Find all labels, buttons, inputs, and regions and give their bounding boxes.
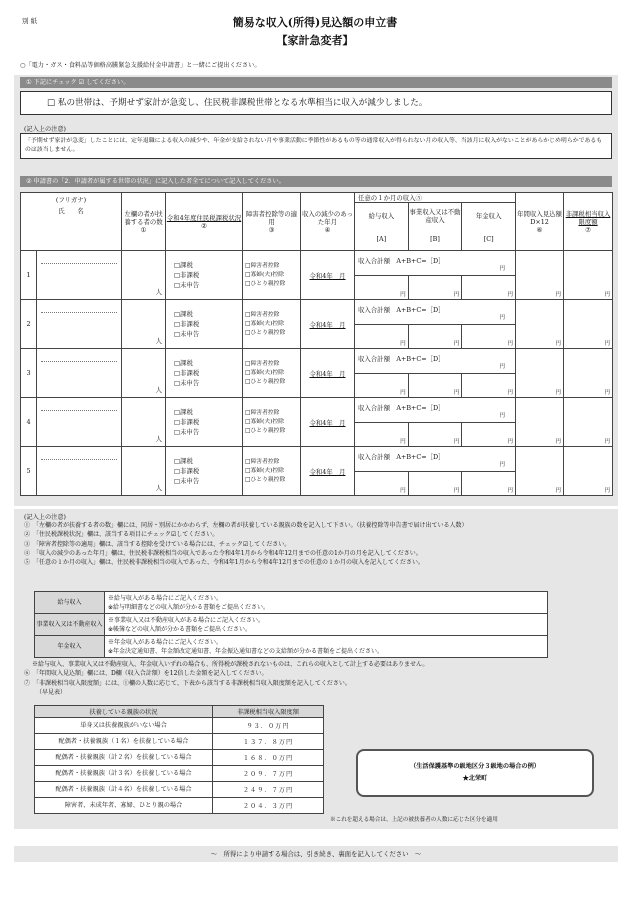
submission-note: ○「電力・ガス・食料品等価格高騰緊急支援給付金申請書」と一緒にご提出ください。: [20, 62, 261, 69]
pension-label: 年金収入: [475, 211, 502, 220]
income-type-row: [35, 636, 548, 658]
income-type-row: [35, 614, 548, 636]
household-member-row: [21, 398, 613, 447]
note-item: ⑦ 「非課税相当収入限度額」には、①欄の人数に応じて、下表から該当する非課税相当収入限度額を記入してください。: [24, 679, 351, 687]
deduction-cell[interactable]: [243, 251, 301, 300]
pension-field[interactable]: [462, 423, 515, 446]
household-member-row: [21, 300, 613, 349]
dependents-header: [122, 193, 166, 251]
yen-unit: 円: [499, 363, 506, 370]
quick-status: 配偶者・扶養親族（１名）を扶養している場合: [35, 734, 213, 750]
yen-unit: 円: [400, 389, 406, 396]
monthly-income-cell: [355, 300, 516, 349]
household-member-row: [21, 251, 613, 300]
household-check-statement[interactable]: □ 私の世帯は、予期せず家計が急変し、住民税非課税世帯となる水準相当に収入が減少しました。: [20, 91, 612, 115]
salary-field[interactable]: [355, 472, 409, 495]
tax-taxable-checkbox[interactable]: □課税: [174, 359, 193, 367]
business-field[interactable]: [409, 276, 463, 299]
deduction-header: [243, 193, 301, 251]
tax-status-cell[interactable]: [166, 447, 243, 496]
yen-unit: 円: [604, 292, 611, 298]
monthly-income-header: [355, 193, 516, 251]
disability-deduction-checkbox[interactable]: □障害者控除: [245, 311, 280, 318]
income-total-field[interactable]: [355, 399, 515, 423]
annual-label: 年間収入見込額: [517, 209, 562, 218]
pension-col-head: [462, 203, 515, 250]
salary-col-head: [355, 203, 409, 250]
monthly-income-label: 任意の１か月の収入⑤: [355, 193, 515, 203]
tax-nontaxable-checkbox[interactable]: □非課税: [174, 271, 200, 279]
col-num-4: ④: [324, 225, 331, 234]
single-parent-deduction-checkbox[interactable]: □ひとり親控除: [245, 476, 286, 483]
income-type-row: [35, 592, 548, 614]
yen-unit: 円: [453, 389, 460, 396]
furigana-field[interactable]: [41, 349, 117, 362]
income-drop-month-cell[interactable]: [301, 349, 355, 398]
row-number: 1: [21, 251, 37, 300]
notes-list: [24, 521, 612, 567]
business-col-head: [409, 203, 463, 250]
tax-status-cell[interactable]: [166, 300, 243, 349]
col-num-1: ①: [140, 225, 147, 234]
member-name-cell[interactable]: [37, 447, 122, 496]
quick-limit: ９３．０万円: [213, 718, 324, 734]
yen-unit: 円: [555, 488, 562, 494]
quick-side-note: ※これを超える場合は、上記の被扶養者の人数に応じた区分を適用: [330, 817, 498, 823]
note-item: ④ 「収入の減少のあった年月」欄は、住民税非課税相当の収入であった令和4年1月から令和4年12月までの任意の1か月の月を記入してください。: [24, 549, 422, 557]
yen-unit: 円: [555, 292, 562, 298]
area-example-box: [356, 749, 594, 797]
income-drop-month-cell[interactable]: [301, 251, 355, 300]
quick-limit: １３７．８万円: [213, 734, 324, 750]
tax-unfiled-checkbox[interactable]: □未申告: [174, 330, 200, 338]
income-total-field[interactable]: [355, 252, 515, 276]
tax-status-cell[interactable]: [166, 251, 243, 300]
note-item: ② 「住民税課税状況」欄は、該当する項目にチェック☑してください。: [24, 531, 219, 539]
quick-limit: ２０４．３万円: [213, 798, 324, 814]
person-unit: 人: [155, 288, 163, 296]
quick-status: 単身又は扶養親族がいない場合: [35, 718, 213, 734]
income-type-text: ※事業収入又は不動産収入がある場合にご記入ください。 ※帳簿などの収入額が分かる書類をご提出ください。: [105, 614, 548, 636]
form-subtitle: 【家計急変者】: [276, 34, 354, 47]
single-parent-deduction-checkbox[interactable]: □ひとり親控除: [245, 280, 286, 287]
monthly-income-cell: [355, 349, 516, 398]
note-item: ⑤ 「任意の１か月の収入」欄は、住民税非課税相当の収入であった、令和4年1月から令和4年12月までの任意の１か月の収入を記入してください。: [24, 559, 425, 567]
tax-status-cell[interactable]: [166, 398, 243, 447]
area-example-line2: ★北栄町: [462, 775, 488, 782]
note-item: ① 「左欄の者が扶養する者の数」欄には、同居・別居にかかわらず、左欄の者が扶養している親族の数を記入して下さい。（扶養控除等申告書で届け出ている人数）: [24, 522, 468, 529]
quick-limit: ２４９．７万円: [213, 782, 324, 798]
annual-income-field[interactable]: [516, 398, 564, 447]
month-field: 令和4年 月: [309, 418, 346, 427]
yen-unit: 円: [400, 487, 406, 494]
quick-limit: １６８．０万円: [213, 750, 324, 766]
limit-field[interactable]: [564, 251, 613, 300]
pension-field[interactable]: [462, 472, 515, 495]
yen-unit: 円: [555, 439, 562, 445]
yen-unit: 円: [604, 439, 611, 445]
yen-unit: 円: [453, 438, 460, 445]
tax-taxable-checkbox[interactable]: □課税: [174, 457, 193, 465]
annual-income-field[interactable]: [516, 300, 564, 349]
dependents-label: 左欄の者が扶養する者の数: [124, 209, 163, 226]
section2-bar: ② 申請書の「2．申請者が属する世帯の状況」に記入した者全てについて記入してください。: [20, 176, 612, 187]
quick-head-limit: 非課税相当収入限度額: [213, 706, 324, 718]
income-total-label: 収入合計額 A+B+C=［D］: [358, 354, 445, 363]
section1-note-title: (記入上の注意): [24, 126, 66, 133]
month-field: 令和4年 月: [309, 271, 346, 280]
limit-field[interactable]: [564, 447, 613, 496]
tax-nontaxable-checkbox[interactable]: □非課税: [174, 418, 200, 426]
month-header: [301, 193, 355, 251]
yen-unit: 円: [400, 340, 406, 347]
business-field[interactable]: [409, 472, 463, 495]
deduction-cell[interactable]: [243, 349, 301, 398]
income-type-label: 給与収入: [35, 592, 105, 614]
yen-unit: 円: [453, 487, 460, 494]
name-header: [21, 193, 122, 251]
form-title: 簡易な収入(所得)見込額の申立書: [232, 16, 398, 29]
income-total-field[interactable]: [355, 301, 515, 325]
yen-unit: 円: [400, 291, 406, 298]
attachment-label: 別 紙: [22, 17, 38, 25]
col-a: [A]: [376, 234, 387, 243]
widow-deduction-checkbox[interactable]: □寡婦(夫)控除: [245, 271, 285, 278]
pension-field[interactable]: [462, 276, 515, 299]
household-member-row: [21, 447, 613, 496]
dependents-cell[interactable]: [122, 349, 166, 398]
quick-limit: ２０９．７万円: [213, 766, 324, 782]
income-types-table: [34, 591, 548, 658]
deduction-cell[interactable]: [243, 398, 301, 447]
col-num-7: ⑦: [585, 225, 591, 234]
member-name-cell[interactable]: [37, 251, 122, 300]
annual-income-field[interactable]: [516, 251, 564, 300]
tax-taxable-checkbox[interactable]: □課税: [174, 310, 193, 318]
business-label: 事業収入又は不動産収入: [409, 208, 461, 224]
limit-label: 非課税相当収入限度額: [565, 209, 611, 226]
salary-field[interactable]: [355, 325, 409, 348]
furigana-field[interactable]: [41, 300, 117, 313]
quick-table-row: [35, 718, 324, 734]
quick-status: 配偶者・扶養親族（計４名）を扶養している場合: [35, 782, 213, 798]
business-field[interactable]: [409, 374, 463, 397]
income-total-field[interactable]: [355, 350, 515, 374]
yen-unit: 円: [555, 390, 562, 396]
yen-unit: 円: [507, 389, 514, 396]
section1-note-body: 「予期せず家計が急変」したことには、定年退職による収入の減少や、年金が支給されない月や事業活動に季節性があるもの等の通常収入が得られない月の収入等、当該月に収入がないことがあらかじめ明らかであるものは該当しません。: [20, 133, 612, 159]
name-label: 氏 名: [58, 207, 84, 215]
quick-head-status: 扶養している親族の状況: [35, 706, 213, 718]
person-unit: 人: [155, 386, 163, 394]
income-total-label: 収入合計額 A+B+C=［D］: [358, 452, 445, 461]
section1-bar: ① 下記にチェック ☑ してください。: [20, 77, 612, 88]
tax-unfiled-checkbox[interactable]: □未申告: [174, 477, 200, 485]
quick-table-row: [35, 766, 324, 782]
income-total-label: 収入合計額 A+B+C=［D］: [358, 256, 445, 265]
dependents-cell[interactable]: [122, 447, 166, 496]
quick-status: 障害者、未成年者、寡婦、ひとり親の場合: [35, 798, 213, 814]
yen-unit: 円: [507, 438, 514, 445]
tax-unfiled-checkbox[interactable]: □未申告: [174, 281, 200, 289]
note-item: ⑥ 「年間収入見込額」欄には、D欄（収入合計額）を12倍した金額を記入してください。: [24, 670, 268, 678]
row-number: 2: [21, 300, 37, 349]
dependents-cell[interactable]: [122, 251, 166, 300]
tax-nontaxable-checkbox[interactable]: □非課税: [174, 320, 200, 328]
disability-deduction-checkbox[interactable]: □障害者控除: [245, 458, 280, 465]
annual-sub-label: D×12: [530, 217, 549, 226]
business-field[interactable]: [409, 325, 463, 348]
yen-unit: 円: [507, 291, 514, 298]
deduction-cell[interactable]: [243, 447, 301, 496]
month-field: 令和4年 月: [309, 369, 346, 378]
yen-unit: 円: [507, 340, 514, 347]
furigana-field[interactable]: [41, 398, 117, 411]
dependents-cell[interactable]: [122, 300, 166, 349]
salary-field[interactable]: [355, 374, 409, 397]
income-drop-month-cell[interactable]: [301, 300, 355, 349]
tax-taxable-checkbox[interactable]: □課税: [174, 408, 193, 416]
single-parent-deduction-checkbox[interactable]: □ひとり親控除: [245, 329, 286, 336]
furigana-label: (フリガナ): [55, 196, 87, 204]
income-total-label: 収入合計額 A+B+C=［D］: [358, 305, 445, 314]
member-name-cell[interactable]: [37, 398, 122, 447]
income-drop-month-cell[interactable]: [301, 398, 355, 447]
yen-unit: 円: [499, 314, 506, 321]
pension-field[interactable]: [462, 374, 515, 397]
yen-unit: 円: [499, 412, 506, 419]
quick-table-row: [35, 798, 324, 814]
annual-income-field[interactable]: [516, 349, 564, 398]
tax-status-label: 令和4年度住民税課税状況: [166, 213, 242, 222]
single-parent-deduction-checkbox[interactable]: □ひとり親控除: [245, 427, 286, 434]
row-number: 4: [21, 398, 37, 447]
member-name-cell[interactable]: [37, 300, 122, 349]
month-label: 収入の減少のあった年月: [301, 209, 354, 226]
business-field[interactable]: [409, 423, 463, 446]
income-total-field[interactable]: [355, 448, 515, 472]
annual-header: [516, 193, 564, 251]
tax-status-cell[interactable]: [166, 349, 243, 398]
quick-table-row: [35, 782, 324, 798]
monthly-income-cell: [355, 251, 516, 300]
month-field: 令和4年 月: [309, 320, 346, 329]
income-type-text: ※給与収入がある場合にご記入ください。 ※給与明細書などの収入額が分かる書類をご提出ください。: [105, 592, 548, 614]
salary-field[interactable]: [355, 276, 409, 299]
yen-unit: 円: [499, 265, 506, 272]
yen-unit: 円: [507, 487, 514, 494]
quick-reference-table: [34, 705, 324, 814]
tax-unfiled-checkbox[interactable]: □未申告: [174, 379, 200, 387]
month-field: 令和4年 月: [309, 467, 346, 476]
household-income-table: [20, 192, 613, 496]
furigana-field[interactable]: [41, 251, 117, 264]
income-total-label: 収入合計額 A+B+C=［D］: [358, 403, 445, 412]
furigana-field[interactable]: [41, 447, 117, 460]
tax-nontaxable-checkbox[interactable]: □非課税: [174, 369, 200, 377]
row-number: 3: [21, 349, 37, 398]
disability-deduction-checkbox[interactable]: □障害者控除: [245, 262, 280, 269]
yen-unit: 円: [555, 341, 562, 347]
col-num-6: ⑥: [536, 225, 543, 234]
disability-deduction-checkbox[interactable]: □障害者控除: [245, 409, 280, 416]
tax-nontaxable-checkbox[interactable]: □非課税: [174, 467, 200, 475]
income-drop-month-cell[interactable]: [301, 447, 355, 496]
quick-table-row: [35, 750, 324, 766]
tax-status-header: [166, 193, 243, 251]
note-item: ③ 「障害者控除等の適用」欄は、該当する控除を受けている場合には、チェック☑してください。: [24, 540, 291, 548]
col-num-2: ②: [201, 221, 207, 230]
deduction-label: 障害者控除等の適用: [245, 209, 298, 226]
monthly-income-cell: [355, 398, 516, 447]
quick-status: 配偶者・扶養親族（計２名）を扶養している場合: [35, 750, 213, 766]
yen-unit: 円: [400, 438, 406, 445]
area-example-line1: （生活保護基準の級地区分３級地の場合の例）: [410, 763, 540, 770]
person-unit: 人: [155, 484, 163, 492]
note-item: （早見表）: [36, 688, 67, 696]
quick-table-row: [35, 734, 324, 750]
widow-deduction-checkbox[interactable]: □寡婦(夫)控除: [245, 467, 285, 474]
household-member-row: [21, 349, 613, 398]
annual-income-field[interactable]: [516, 447, 564, 496]
notes-title: (記入上の注意): [24, 514, 66, 521]
income-type-text: ※年金収入がある場合にご記入ください。 ※年金決定通知書、年金額改定通知書、年金振込通知書などの支給額が分かる書類をご提出ください。: [105, 636, 548, 658]
yen-unit: 円: [604, 390, 611, 396]
limit-header: [564, 193, 613, 251]
income-type-label: 年金収入: [35, 636, 105, 658]
income-type-label: 事業収入又は不動産収入: [35, 614, 105, 636]
col-c: [C]: [483, 234, 494, 243]
yen-unit: 円: [604, 488, 611, 494]
yen-unit: 円: [604, 341, 611, 347]
widow-deduction-checkbox[interactable]: □寡婦(夫)控除: [245, 369, 285, 376]
deduction-cell[interactable]: [243, 300, 301, 349]
monthly-income-cell: [355, 447, 516, 496]
yen-unit: 円: [453, 291, 460, 298]
dependents-cell[interactable]: [122, 398, 166, 447]
limit-field[interactable]: [564, 398, 613, 447]
limit-field[interactable]: [564, 300, 613, 349]
salary-field[interactable]: [355, 423, 409, 446]
pension-field[interactable]: [462, 325, 515, 348]
limit-field[interactable]: [564, 349, 613, 398]
col-num-3: ③: [268, 225, 275, 234]
row-number: 5: [21, 447, 37, 496]
salary-label: 給与収入: [368, 211, 395, 220]
footer-note: ～ 所得により申請する場合は、引き続き、裏面を記入してください ～: [14, 846, 618, 862]
notes-after-list: [24, 660, 612, 697]
quick-status: 配偶者・扶養親族（計３名）を扶養している場合: [35, 766, 213, 782]
widow-deduction-checkbox[interactable]: □寡婦(夫)控除: [245, 320, 285, 327]
person-unit: 人: [155, 435, 163, 443]
note-item: ※給与収入、事業収入又は不動産収入、年金収入いずれの場合も、所得税が課税されないものは、これらの収入として計上する必要はありません。: [32, 661, 429, 668]
yen-unit: 円: [499, 461, 506, 468]
member-name-cell[interactable]: [37, 349, 122, 398]
widow-deduction-checkbox[interactable]: □寡婦(夫)控除: [245, 418, 285, 425]
person-unit: 人: [155, 337, 163, 345]
disability-deduction-checkbox[interactable]: □障害者控除: [245, 360, 280, 367]
single-parent-deduction-checkbox[interactable]: □ひとり親控除: [245, 378, 286, 385]
tax-taxable-checkbox[interactable]: □課税: [174, 261, 193, 269]
yen-unit: 円: [453, 340, 460, 347]
tax-unfiled-checkbox[interactable]: □未申告: [174, 428, 200, 436]
col-b: [B]: [430, 235, 440, 244]
